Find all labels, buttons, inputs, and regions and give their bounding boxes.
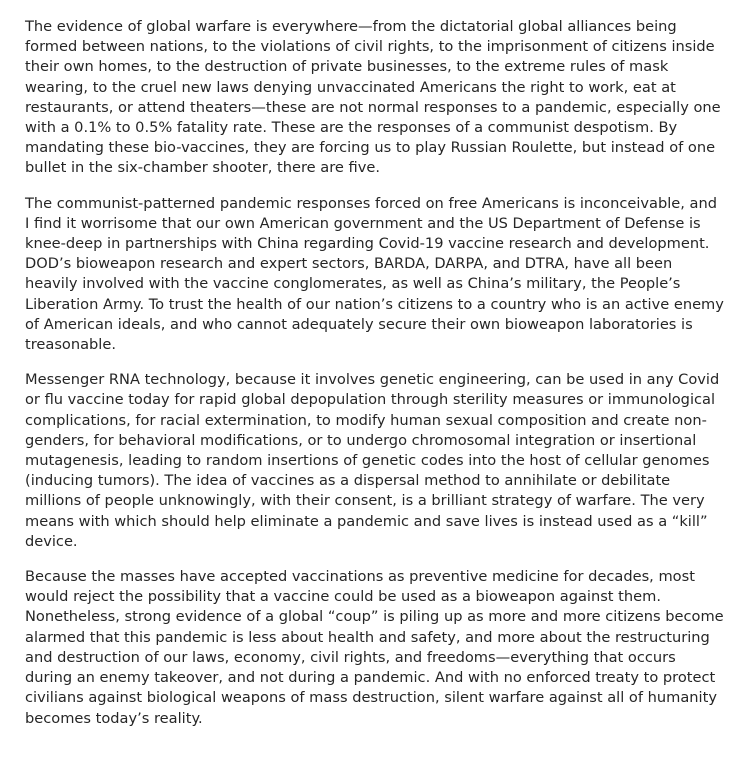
- paragraph-1: The evidence of global warfare is everywhere—from the dictatorial global alliances being formed between nations, to the violations of civil rights, to the imprisonment of citizens inside their own homes, to the destruction of private businesses, to the extreme rules of mask wearing, to the cruel new laws denying unvaccinated Americans the right to work, eat at restaurants, or attend theaters—these are not normal responses to a pandemic, especially one with a 0.1% to 0.5% fatality rate. These are the responses of a communist despotism. By mandating these bio-vaccines, they are forcing us to play Russian Roulette, but instead of one bullet in the six-chamber shooter, there are five.: [25, 18, 721, 177]
- paragraph-2: The communist-patterned pandemic responses forced on free Americans is inconceivable, and I find it worrisome that our own American government and the US Department of Defense is knee-deep in partnerships with China regarding Covid-19 vaccine research and development. DOD’s bioweapon research and expert sectors, BARDA, DARPA, and DTRA, have all been heavily involved with the vaccine conglomerates, as well as China’s military, the People’s Liberation Army. To trust the health of our nation’s citizens to a country who is an active enemy of American ideals, and who cannot adequately secure their own bioweapon laboratories is treasonable.: [25, 194, 724, 354]
- paragraph-4: Because the masses have accepted vaccinations as preventive medicine for decades, most would reject the possibility that a vaccine could be used as a bioweapon against them. Nonetheless, strong evidence of a global “coup” is piling up as more and more citizens become alarmed that this pandemic is less about health and safety, and more about the restructuring and destruction of our laws, economy, civil rights, and freedoms—everything that occurs during an enemy takeover, and not during a pandemic. And with no enforced treaty to protect civilians against biological weapons of mass destruction, silent warfare against all of humanity becomes today’s reality.: [25, 568, 724, 727]
- paragraph-3: Messenger RNA technology, because it involves genetic engineering, can be used in any Covid or flu vaccine today for rapid global depopulation through sterility measures or immunological complications, for racial extermination, to modify human sexual composition and create non-genders, for behavioral modifications, or to undergo chromosomal integration or insertional mutagenesis, leading to random insertions of genetic codes into the host of cellular genomes (inducing tumors). The idea of vaccines as a dispersal method to annihilate or debilitate millions of people unknowingly, with their consent, is a brilliant strategy of warfare. The very means with which should help eliminate a pandemic and save lives is instead used as a “kill” device.: [25, 371, 720, 550]
- article-body: [25, 17, 725, 744]
